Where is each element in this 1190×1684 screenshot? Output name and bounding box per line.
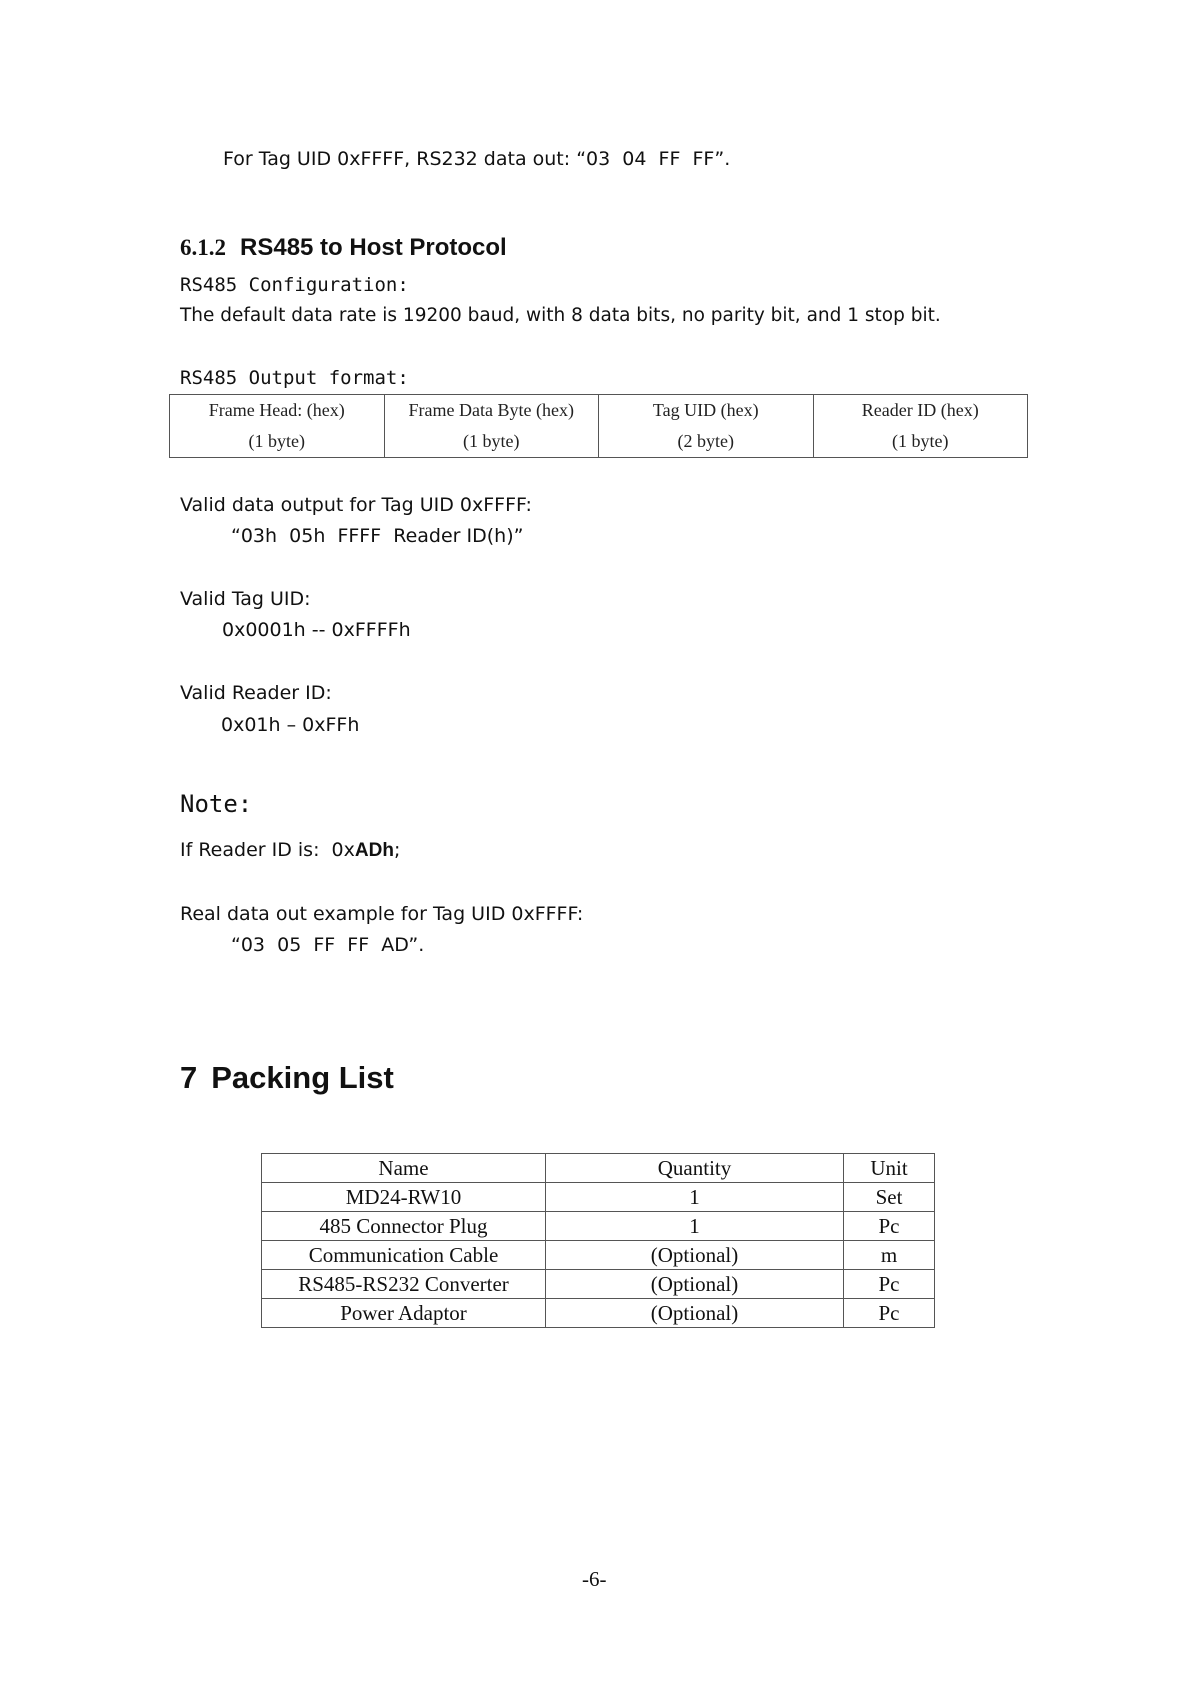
field-name: Frame Head: (hex) xyxy=(208,400,345,420)
field-name: Reader ID (hex) xyxy=(861,400,979,420)
table-cell: (Optional) xyxy=(546,1241,844,1270)
table-cell xyxy=(170,395,385,458)
note-suffix: ; xyxy=(393,839,401,861)
table-cell: (Optional) xyxy=(546,1270,844,1299)
packing-list-table xyxy=(261,1153,935,1328)
table-cell: (Optional) xyxy=(546,1299,844,1328)
table-header-cell: Name xyxy=(262,1154,546,1183)
note-heading: Note: xyxy=(180,790,253,818)
table-cell: Power Adaptor xyxy=(262,1299,546,1328)
table-cell: Pc xyxy=(844,1212,935,1241)
real-example-label: Real data out example for Tag UID 0xFFFF: xyxy=(180,903,584,925)
valid-output-value: “03h 05h FFFF Reader ID(h)” xyxy=(231,525,524,547)
valid-output-label: Valid data output for Tag UID 0xFFFF: xyxy=(180,494,532,516)
table-cell xyxy=(384,395,599,458)
table-row xyxy=(262,1183,935,1212)
output-format-table xyxy=(169,394,1028,458)
valid-reader-label: Valid Reader ID: xyxy=(180,682,332,704)
page-number: -6- xyxy=(582,1567,607,1591)
note-prefix: If Reader ID is: 0x xyxy=(180,839,355,861)
table-cell: Communication Cable xyxy=(262,1241,546,1270)
table-row xyxy=(262,1270,935,1299)
table-row xyxy=(262,1241,935,1270)
table-row xyxy=(262,1299,935,1328)
valid-tag-value: 0x0001h -- 0xFFFFh xyxy=(222,619,411,641)
real-example-value: “03 05 FF FF AD”. xyxy=(231,934,425,956)
section-heading-7 xyxy=(180,1060,394,1096)
field-size: (2 byte) xyxy=(677,431,734,451)
section-title: Packing List xyxy=(211,1060,394,1095)
table-cell: 1 xyxy=(546,1212,844,1241)
table-cell xyxy=(599,395,814,458)
table-cell: 1 xyxy=(546,1183,844,1212)
note-reader-id-line xyxy=(180,839,400,862)
table-cell: Pc xyxy=(844,1299,935,1328)
section-heading-6-1-2 xyxy=(180,233,507,262)
table-row xyxy=(262,1212,935,1241)
field-name: Frame Data Byte (hex) xyxy=(408,400,574,420)
table-header-cell: Quantity xyxy=(546,1154,844,1183)
section-number: 7 xyxy=(180,1060,198,1095)
rs232-example-line: For Tag UID 0xFFFF, RS232 data out: “03 04 FF FF”. xyxy=(223,148,731,170)
table-row xyxy=(170,395,1028,458)
field-size: (1 byte) xyxy=(892,431,949,451)
rs485-config-label: RS485 Configuration: xyxy=(180,274,409,296)
note-reader-id-value: ADh xyxy=(354,840,394,861)
table-cell: Pc xyxy=(844,1270,935,1299)
table-cell xyxy=(813,395,1028,458)
valid-reader-value: 0x01h – 0xFFh xyxy=(221,714,360,736)
table-cell: MD24-RW10 xyxy=(262,1183,546,1212)
section-title: RS485 to Host Protocol xyxy=(240,234,507,261)
table-cell: RS485-RS232 Converter xyxy=(262,1270,546,1299)
field-size: (1 byte) xyxy=(463,431,520,451)
field-size: (1 byte) xyxy=(248,431,305,451)
table-header-row xyxy=(262,1154,935,1183)
rs485-config-text: The default data rate is 19200 baud, with 8 data bits, no parity bit, and 1 stop bit. xyxy=(180,305,941,326)
table-cell: 485 Connector Plug xyxy=(262,1212,546,1241)
valid-tag-label: Valid Tag UID: xyxy=(180,588,311,610)
rs485-output-format-label: RS485 Output format: xyxy=(180,367,409,389)
table-cell: Set xyxy=(844,1183,935,1212)
table-header-cell: Unit xyxy=(844,1154,935,1183)
section-number: 6.1.2 xyxy=(180,235,226,260)
table-cell: m xyxy=(844,1241,935,1270)
field-name: Tag UID (hex) xyxy=(652,400,759,420)
